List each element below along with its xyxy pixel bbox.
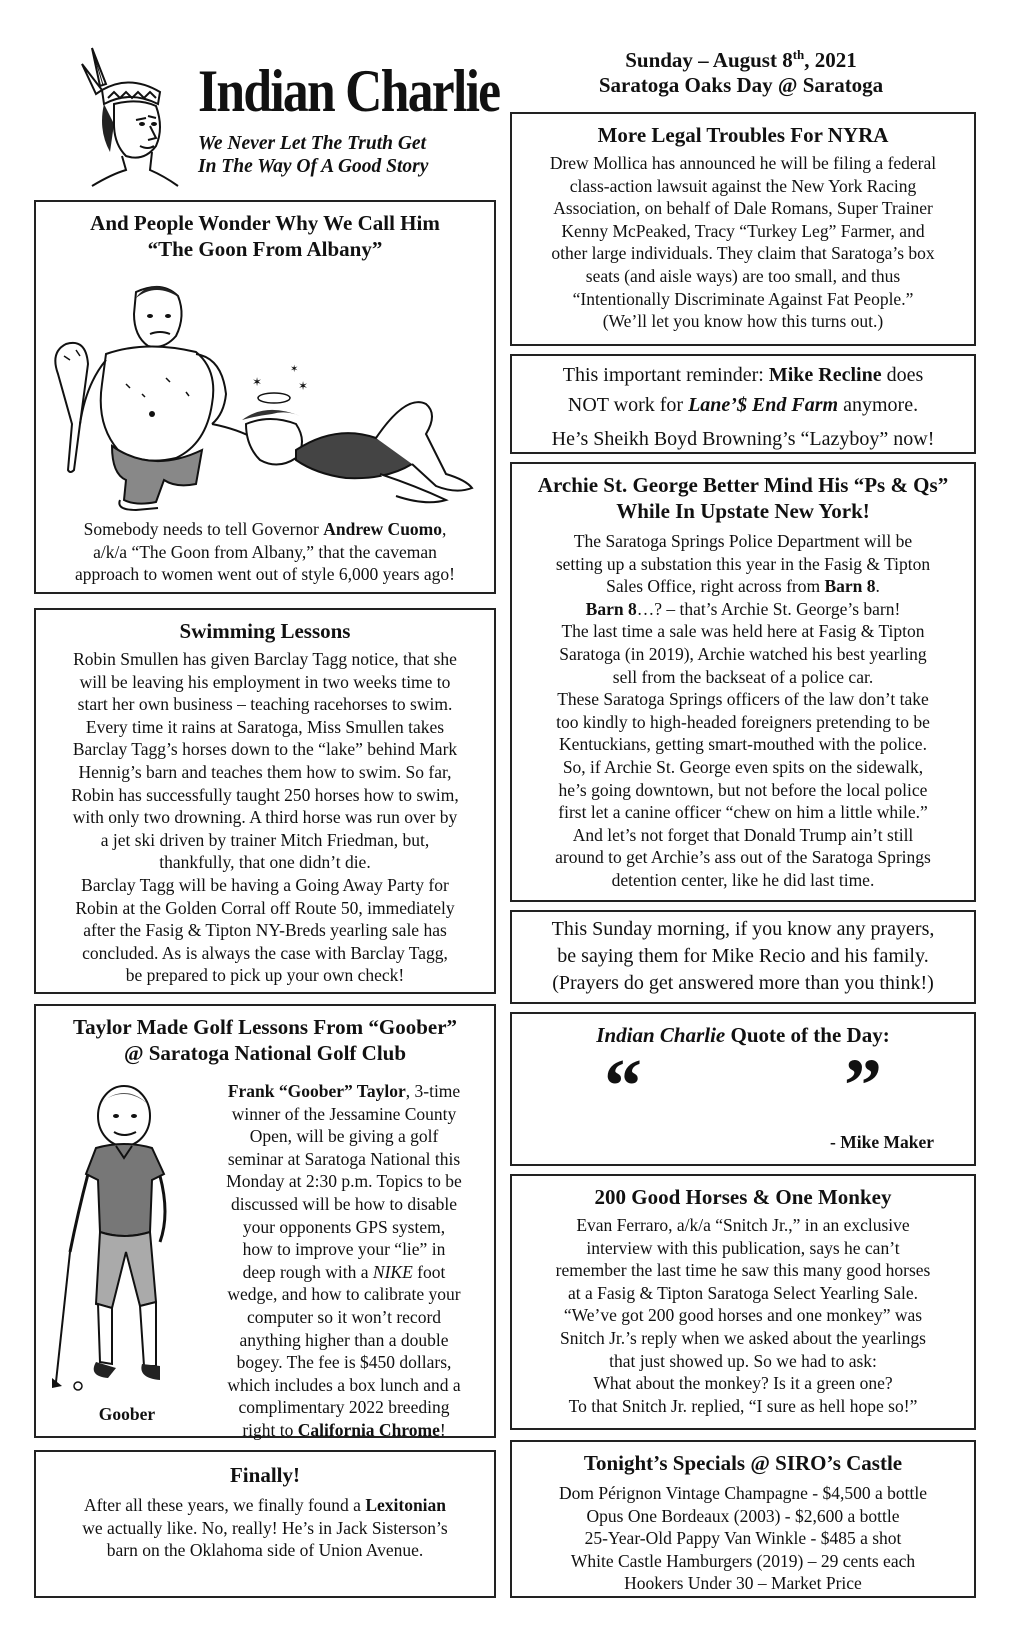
golf-name: Frank “Goober” Taylor: [227, 1081, 406, 1101]
tagline-line-1: We Never Let The Truth Get: [198, 133, 426, 154]
golf-line: which includes a box lunch and a: [227, 1374, 461, 1395]
swimming-line: with only two drowning. A third horse was run over by: [72, 807, 458, 828]
indian-charlie-logo-icon: [52, 40, 182, 188]
quote-title-text: Quote of the Day:: [725, 1023, 890, 1047]
prayers-line: be saying them for Mike Recio and his family.: [557, 945, 929, 967]
specials-line: Opus One Bordeaux (2003) - $2,600 a bottle: [586, 1505, 900, 1526]
golf-nike-pre: deep rough with a: [242, 1261, 373, 1282]
goon-caption-line-2: a/k/a “The Goon from Albany,” that the caveman: [93, 541, 437, 562]
monkey-title: 200 Good Horses & One Monkey: [594, 1185, 892, 1209]
recline-line-1: [512, 360, 974, 390]
archie-line: around to get Archie’s ass out of the Saratoga Springs: [555, 847, 931, 868]
golf-line: bogey. The fee is $450 dollars,: [236, 1352, 452, 1373]
swimming-line: Robin has successfully taught 250 horses how to swim,: [71, 784, 459, 805]
recline-line-2: [512, 390, 974, 420]
date-suffix: th: [792, 47, 805, 62]
swimming-line: Robin at the Golden Corral off Route 50, immediately: [75, 897, 455, 918]
specials-line: 25-Year-Old Pappy Van Winkle - $485 a shot: [584, 1528, 902, 1549]
golf-body: [192, 1080, 496, 1442]
event-name: Saratoga Oaks Day @ Saratoga: [598, 73, 884, 97]
monkey-line: Evan Ferraro, a/k/a “Snitch Jr.,” in an exclusive: [576, 1215, 910, 1235]
nyra-line: Drew Mollica has announced he will be filing a federal: [549, 153, 937, 173]
quote-attribution: - Mike Maker: [830, 1132, 934, 1152]
monkey-line: Snitch Jr.’s reply when we asked about the yearlings: [560, 1327, 926, 1348]
date-year: , 2021: [804, 48, 857, 72]
golf-line-0: [192, 1080, 496, 1103]
finally-line-2: we actually like. No, really! He’s in Jack Sisterson’s: [82, 1517, 448, 1538]
archie-line: Saratoga (in 2019), Archie watched his best yearling: [559, 643, 927, 664]
specials-article: [510, 1440, 976, 1598]
swimming-line: Robin Smullen has given Barclay Tagg notice, that she: [73, 649, 457, 669]
recline-name: Mike Recline: [768, 364, 882, 386]
prayers-notice: [510, 910, 976, 1004]
archie-line-1: The Saratoga Springs Police Department will be: [573, 531, 913, 551]
swimming-article: [34, 608, 496, 994]
archie-line: too kindly to high-headed foreigners pretending to be: [556, 711, 930, 732]
golf-last-pre: right to: [242, 1419, 298, 1440]
golf-line: seminar at Saratoga National this: [227, 1148, 461, 1169]
dateline: [508, 42, 974, 98]
quote-title-brand: Indian Charlie: [596, 1023, 726, 1047]
quote-title: [512, 1022, 974, 1048]
goon-headline: [36, 210, 494, 262]
swimming-line: Barclay Tagg’s horses down to the “lake” behind Mark: [72, 739, 458, 760]
archie-barn-ref-2: Barn 8: [585, 598, 637, 619]
golf-article: [34, 1004, 496, 1438]
swimming-line: Barclay Tagg will be having a Going Away Party for: [81, 874, 449, 895]
swimming-line: a jet ski driven by trainer Mitch Friedman, but,: [100, 829, 430, 850]
monkey-line: “We’ve got 200 good horses and one monkey” was: [563, 1305, 923, 1326]
archie-article: [510, 462, 976, 902]
svg-text:✶: ✶: [290, 364, 299, 375]
archie-line: And let’s not forget that Donald Trump ain’t still: [572, 824, 914, 845]
finally-line-1-text: After all these years, we finally found a: [83, 1495, 366, 1515]
goon-caption-line-1: [36, 518, 494, 541]
quote-close-mark: ”: [844, 1044, 882, 1128]
monkey-line: that just showed up. So we had to ask:: [609, 1350, 877, 1371]
nyra-line: class-action lawsuit against the New York Racing: [569, 175, 917, 196]
archie-title-1: Archie St. George Better Mind His “Ps & Qs”: [537, 473, 949, 497]
swimming-line: will be leaving his employment in two weeks time to: [79, 671, 451, 692]
archie-line: detention center, like he did last time.: [611, 869, 875, 890]
monkey-body: [512, 1214, 974, 1417]
golf-nike-brand: NIKE: [372, 1261, 413, 1282]
specials-line: White Castle Hamburgers (2019) – 29 cents each: [570, 1550, 916, 1571]
goon-caption: [36, 518, 494, 586]
monkey-line: interview with this publication, says he can’t: [586, 1237, 900, 1258]
finally-article: [34, 1450, 496, 1598]
swimming-line: Hennig’s barn and teaches them how to swim. So far,: [78, 761, 452, 782]
swimming-body: [36, 648, 494, 987]
nyra-line: Kenny McPeaked, Tracy “Turkey Leg” Farmer, and: [561, 220, 925, 241]
goon-caption-name: Andrew Cuomo: [323, 519, 443, 539]
masthead-title: Indian Charlie: [198, 58, 500, 124]
tagline-line-2: In The Way Of A Good Story: [198, 156, 429, 177]
nyra-line: seats (and aisle ways) are too small, and thus: [585, 265, 901, 286]
specials-body: [512, 1482, 974, 1595]
golf-line-0-text: , 3-time: [405, 1081, 461, 1101]
nyra-article: [510, 112, 976, 346]
golf-line: Monday at 2:30 p.m. Topics to be: [226, 1171, 462, 1192]
swimming-title: Swimming Lessons: [179, 619, 351, 643]
masthead: [40, 36, 500, 196]
archie-line: he’s going downtown, but not before the local police: [558, 779, 928, 800]
archie-headline: [512, 472, 974, 524]
archie-line: These Saratoga Springs officers of the law don’t take: [557, 689, 929, 710]
recline-notice: [510, 354, 976, 454]
prayers-line: This Sunday morning, if you know any prayers,: [551, 918, 935, 940]
goon-caption-comma: ,: [442, 519, 447, 539]
specials-line: Dom Pérignon Vintage Champagne - $4,500 a bottle: [558, 1483, 927, 1503]
archie-line: So, if Archie St. George even spits on the sidewalk,: [562, 756, 924, 777]
archie-line-3-text: Sales Office, right across from: [606, 576, 825, 597]
golf-line: your opponents GPS system,: [242, 1216, 446, 1237]
monkey-article: [510, 1174, 976, 1430]
svg-text:✶: ✶: [298, 379, 309, 393]
golf-line: wedge, and how to calibrate your: [227, 1284, 461, 1305]
goon-caption-line-3: approach to women went out of style 6,000 years ago!: [74, 564, 456, 585]
specials-title: Tonight’s Specials @ SIRO’s Castle: [583, 1451, 903, 1475]
archie-line-4-text: …? – that’s Archie St. George’s barn!: [636, 598, 901, 619]
golf-headline: [36, 1014, 494, 1066]
goon-title-1: And People Wonder Why We Call Him: [90, 211, 440, 235]
archie-line: sell from the backseat of a police car.: [612, 666, 874, 687]
date-text: Sunday – August 8: [625, 48, 793, 72]
quote-box: [510, 1012, 976, 1166]
quote-open-mark: “: [604, 1044, 642, 1128]
goon-article: [34, 200, 496, 594]
golf-line: Open, will be giving a golf: [249, 1126, 439, 1147]
swimming-line: be prepared to pick up your own check!: [125, 965, 405, 986]
nyra-line: Association, on behalf of Dale Romans, Super Trainer: [553, 198, 933, 219]
caveman-cartoon-illustration: [46, 274, 486, 514]
nyra-line: other large individuals. They claim that Saratoga’s box: [551, 243, 935, 264]
date-line: [508, 42, 974, 73]
svg-text:✶: ✶: [252, 375, 263, 389]
golf-line-last: [192, 1419, 496, 1442]
nyra-title: More Legal Troubles For NYRA: [597, 123, 889, 147]
recline-line-2-text: NOT work for: [567, 394, 689, 416]
golf-line: complimentary 2022 breeding: [238, 1397, 450, 1418]
finally-line-3: barn on the Oklahoma side of Union Avenue.: [106, 1540, 424, 1561]
golf-title-1: Taylor Made Golf Lessons From “Goober”: [72, 1015, 458, 1039]
archie-line-4: [512, 598, 974, 621]
golf-last-bold: California Chrome: [297, 1419, 440, 1440]
swimming-line: Every time it rains at Saratoga, Miss Smullen takes: [85, 716, 445, 737]
finally-line-1-bold: Lexitonian: [365, 1495, 447, 1515]
nyra-line: (We’ll let you know how this turns out.): [602, 311, 884, 332]
golf-line: how to improve your “lie” in: [242, 1239, 446, 1260]
archie-line: first let a canine officer “chew on him a little while.”: [558, 802, 928, 823]
prayers-line: (Prayers do get answered more than you think!): [552, 972, 934, 994]
recline-line-3: He’s Sheikh Boyd Browning’s “Lazyboy” now!: [551, 428, 935, 450]
archie-line: The last time a sale was held here at Fasig & Tipton: [561, 621, 925, 642]
archie-body: [512, 530, 974, 892]
archie-line-3: [512, 575, 974, 598]
swimming-line: concluded. As is always the case with Barclay Tagg,: [82, 942, 448, 963]
monkey-line: remember the last time he saw this many good horses: [555, 1260, 931, 1281]
goon-caption-text: Somebody needs to tell Governor: [83, 519, 324, 539]
nyra-line: “Intentionally Discriminate Against Fat People.”: [572, 288, 914, 309]
finally-line-1: [36, 1494, 494, 1517]
archie-line-3-end: .: [875, 576, 880, 597]
swimming-line: thankfully, that one didn’t die.: [159, 852, 371, 873]
swimming-line: start her own business – teaching racehorses to swim.: [77, 694, 453, 715]
recline-line-2-end: anymore.: [838, 394, 919, 416]
archie-line-2: setting up a substation this year in the Fasig & Tipton: [555, 553, 931, 574]
monkey-line: To that Snitch Jr. replied, “I sure as hell hope so!”: [568, 1395, 918, 1416]
nyra-body: [512, 152, 974, 333]
golf-line: discussed will be how to disable: [230, 1193, 457, 1214]
monkey-line: What about the monkey? Is it a green one?: [593, 1373, 893, 1394]
swimming-line: after the Fasig & Tipton NY-Breds yearling sale has: [83, 920, 447, 941]
golf-line-nike: [192, 1261, 496, 1284]
archie-line: Kentuckians, getting smart-mouthed with the police.: [559, 734, 927, 755]
recline-farm: Lane’$ End Farm: [688, 394, 839, 416]
golfer-cartoon-illustration: [48, 1082, 198, 1402]
golf-nike-post: foot: [412, 1261, 446, 1282]
goon-title-2: “The Goon From Albany”: [147, 237, 383, 261]
monkey-line: at a Fasig & Tipton Saratoga Select Yearling Sale.: [568, 1282, 918, 1303]
golf-last-post: !: [439, 1419, 446, 1440]
golf-line: winner of the Jessamine County: [231, 1103, 457, 1124]
masthead-tagline: [198, 132, 488, 178]
golf-line: computer so it won’t record: [246, 1306, 442, 1327]
specials-line: Hookers Under 30 – Market Price: [624, 1573, 862, 1594]
golfer-caption: Goober: [98, 1404, 156, 1424]
archie-title-2: While In Upstate New York!: [616, 499, 870, 523]
finally-body: [36, 1494, 494, 1562]
archie-barn-ref: Barn 8: [824, 576, 876, 597]
recline-line-1-end: does: [881, 364, 924, 386]
golf-title-2: @ Saratoga National Golf Club: [123, 1041, 407, 1065]
recline-line-1-text: This important reminder:: [562, 364, 769, 386]
golf-line: anything higher than a double: [239, 1329, 449, 1350]
finally-title: Finally!: [229, 1463, 300, 1487]
